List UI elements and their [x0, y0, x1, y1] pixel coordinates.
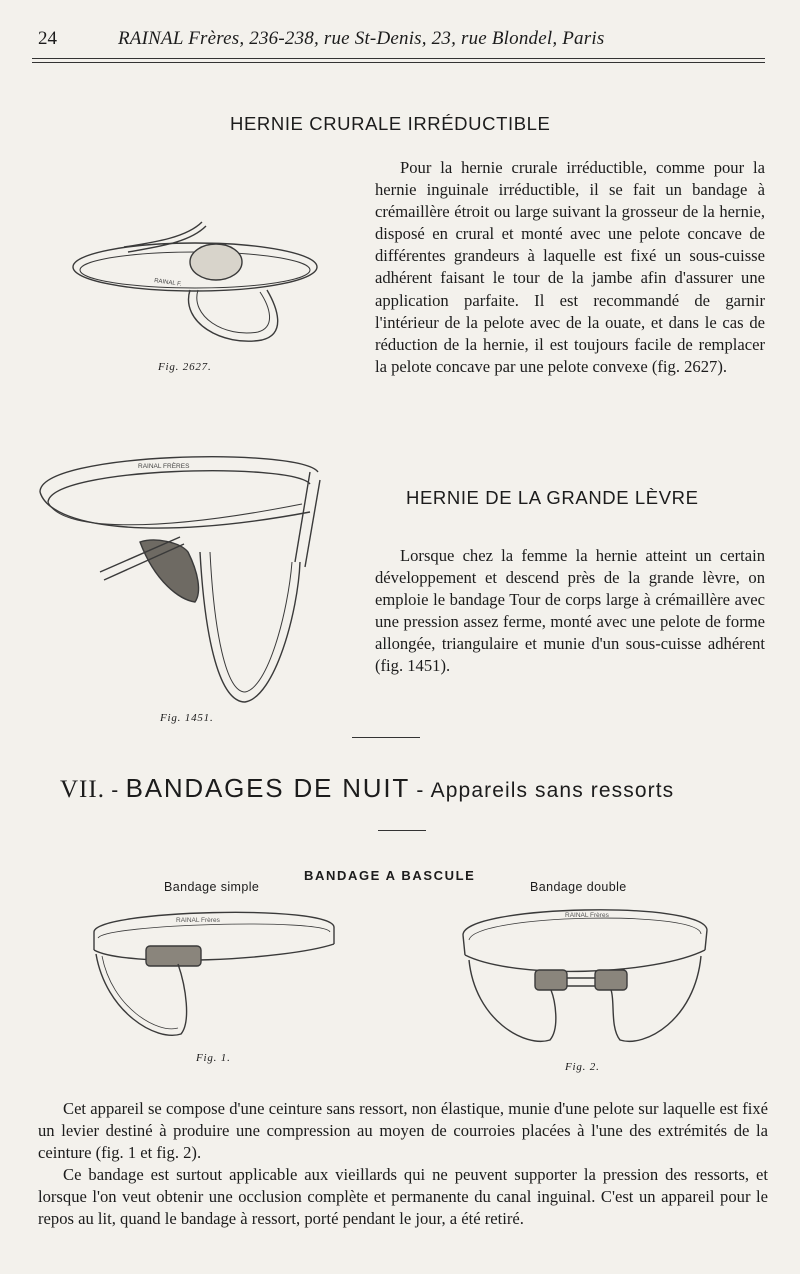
- separator-rule: [378, 830, 426, 831]
- belt-label: RAINAL FRÈRES: [138, 463, 190, 470]
- figure-caption: Fig. 1451.: [160, 712, 214, 724]
- label-double: Bandage double: [530, 880, 627, 894]
- section-text: Lorsque chez la femme la hernie atteint un certain développement et descend près de la grande lèvre, on emploie le bandage Tour de corps large à crémaillère avec une pression assez ferme, monté avec une pelote de forme allongée, triangulaire et munie d'un sous-cuisse adhérent (fig. 1451).: [375, 546, 765, 676]
- figure-2627-illustration: [62, 212, 324, 357]
- page-number: 24: [38, 28, 57, 49]
- closing-paragraph: Ce bandage est surtout applicable aux vieillards qui ne peuvent supporter la pression des ressorts, et lorsque l'on veut obtenir une occlusion complète et permanente du canal inguinal. C'est un appareil pour le repos au lit, quand le bandage à ressort, porté pendant le jour, a été retiré.: [38, 1165, 768, 1229]
- belt-label: RAINAL F.: [153, 278, 183, 288]
- chapter-title: BANDAGES DE NUIT: [125, 773, 411, 803]
- figure-1-illustration: [86, 902, 341, 1047]
- running-header: RAINAL Frères, 236-238, rue St-Denis, 23, rue Blondel, Paris: [118, 28, 605, 49]
- belt-label: RAINAL Frères: [565, 912, 609, 919]
- section-heading: HERNIE DE LA GRANDE LÈVRE: [406, 487, 699, 508]
- header-rule: [32, 62, 765, 63]
- separator-rule: [352, 737, 420, 738]
- figure-caption: Fig. 1.: [196, 1052, 231, 1064]
- figure-caption: Fig. 2.: [565, 1061, 600, 1073]
- chapter-subtitle: Appareils sans ressorts: [430, 779, 675, 802]
- belt-label: RAINAL Frères: [176, 917, 220, 924]
- closing-paragraph: Cet appareil se compose d'une ceinture sans ressort, non élastique, munie d'une pelote sur laquelle est fixé un levier destiné à produire une compression au moyen de courroies placées à l'une des extrémités de la ceinture (fig. 1 et fig. 2).: [38, 1099, 768, 1163]
- chapter-heading: [60, 773, 674, 804]
- figure-1451-illustration: [30, 442, 330, 710]
- chapter-dash: -: [416, 779, 425, 802]
- chapter-number: VII.: [60, 776, 105, 803]
- label-simple: Bandage simple: [164, 880, 260, 894]
- bascule-heading: BANDAGE A BASCULE: [304, 868, 476, 883]
- header-rule: [32, 58, 765, 59]
- section-text: Pour la hernie crurale irréductible, comme pour la hernie inguinale irréductible, il se fait un bandage à crémaillère étroit ou large suivant la grosseur de la hernie, disposé en crural et monté avec une pelote concave de différentes grandeurs à laquelle est fixé un sous-cuisse adhérent faisant le tour de la jambe afin d'assurer une application parfaite. Il est recommandé de garnir l'intérieur de la pelote avec de la ouate, et dans le cas de réduction de la hernie, il est toujours facile de remplacer la pelote concave par une pelote convexe (fig. 2627).: [375, 158, 765, 376]
- section-heading: HERNIE CRURALE IRRÉDUCTIBLE: [230, 113, 551, 134]
- figure-2-illustration: [455, 900, 715, 1052]
- figure-caption: Fig. 2627.: [158, 361, 212, 373]
- chapter-dash: -: [111, 779, 120, 802]
